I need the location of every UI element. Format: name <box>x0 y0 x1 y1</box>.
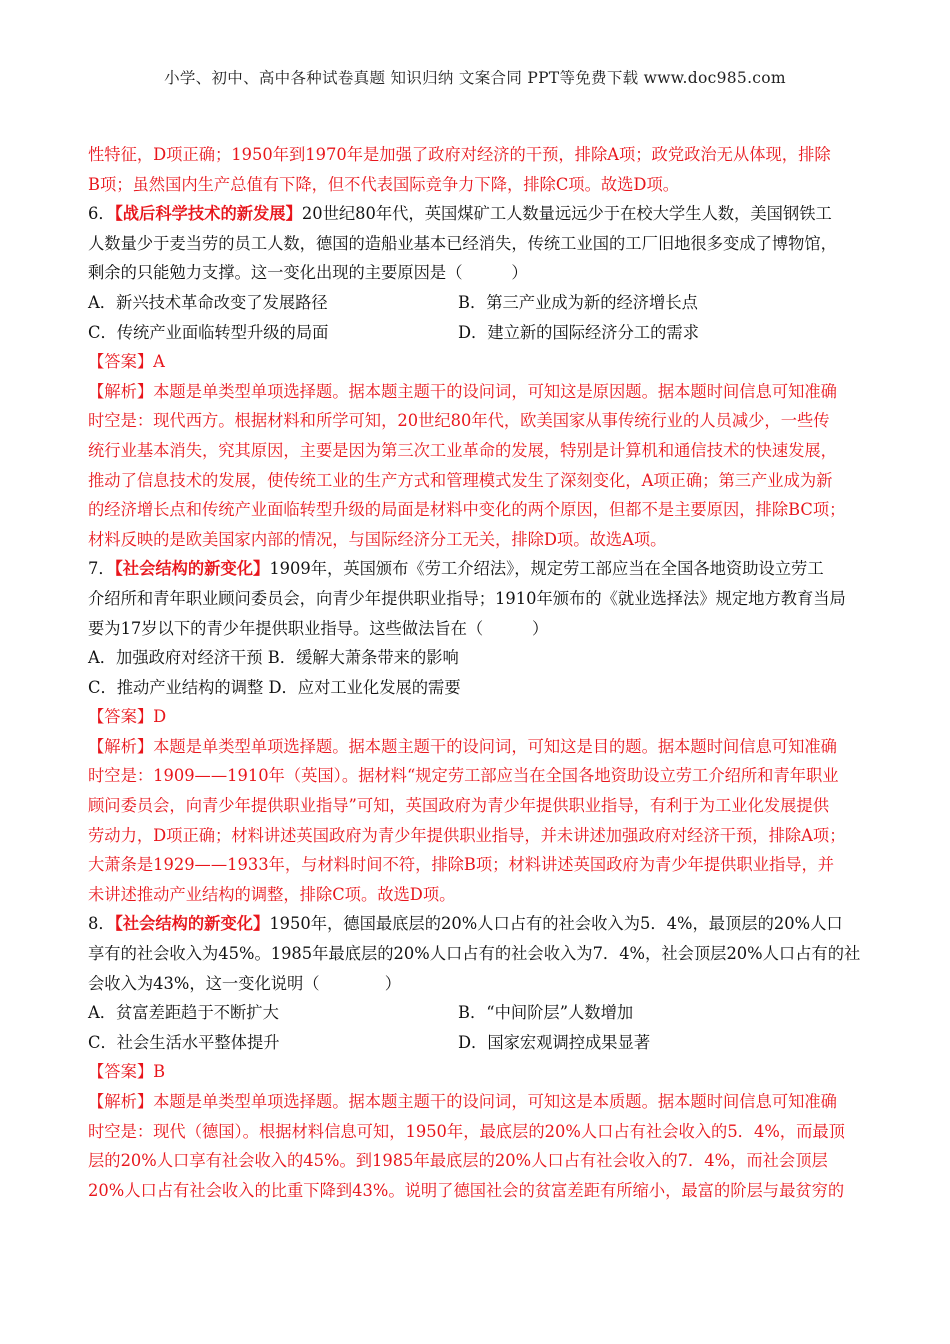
question-8-options-row <box>88 998 866 1028</box>
question-topic-tag: 【社会结构的新变化】 <box>114 559 270 579</box>
question-number: 7． <box>88 559 115 579</box>
question-7-analysis: 【解析】本题是单类型单项选择题。据本题主题干的设问词，可知这是目的题。据本题时间信息可知准确 <box>88 736 837 756</box>
question-6-stem: 6．【战后科学技术的新发展】20世纪80年代，英国煤矿工人数量远远少于在校大学生人数，美国钢铁工 <box>88 204 832 224</box>
question-6-analysis: 【解析】本题是单类型单项选择题。据本题主题干的设问词，可知这是原因题。据本题时间信息可知准确 <box>88 381 837 401</box>
document-body <box>88 140 866 1205</box>
question-7-stem: 7．【社会结构的新变化】1909年，英国颁布《劳工介绍法》，规定劳工部应当在全国各地资助设立劳工 <box>88 559 824 579</box>
question-6-answer: 【答案】A <box>88 352 165 372</box>
option-c: C．社会生活水平整体提升 <box>88 1032 280 1052</box>
option-a: A．贫富差距趋于不断扩大 <box>88 1003 279 1023</box>
analysis-line: 时空是：现代西方。根据材料和所学可知，20世纪80年代，欧美国家从事传统行业的人员减少，一些传 <box>88 411 830 431</box>
question-8-options-row <box>88 1028 866 1058</box>
analysis-line: 劳动力，D项正确；材料讲述英国政府为青少年提供职业指导，并未讲述加强政府对经济干预，排除A项； <box>88 825 846 845</box>
continuation-line: B项；虽然国内生产总值有下降，但不代表国际竞争力下降，排除C项。故选D项。 <box>88 174 680 194</box>
question-8-analysis: 【解析】本题是单类型单项选择题。据本题主题干的设问词，可知这是本质题。据本题时间信息可知准确 <box>88 1092 837 1111</box>
page-header: 小学、初中、高中各种试卷真题 知识归纳 文案合同 PPT等免费下载 www.doc985.com <box>164 69 786 87</box>
question-7-stem-line: 要为17岁以下的青少年提供职业指导。这些做法旨在（ ） <box>88 618 549 638</box>
question-7-options-ab: A．加强政府对经济干预 B．缓解大萧条带来的影响 <box>88 648 459 668</box>
continuation-line: 性特征，D项正确；1950年到1970年是加强了政府对经济的干预，排除A项；政党政治无从体现，排除 <box>88 145 831 164</box>
question-6-options-row <box>88 288 866 318</box>
question-7-answer: 【答案】D <box>88 707 167 727</box>
question-8-stem: 8．【社会结构的新变化】1950年，德国最底层的20%人口占有的社会收入为5．4%，最顶层的20%人口 <box>88 914 843 934</box>
question-topic-tag: 【社会结构的新变化】 <box>114 914 270 934</box>
question-7-options-cd: C．推动产业结构的调整 D．应对工业化发展的需要 <box>88 677 461 697</box>
analysis-line: 层的20%人口享有社会收入的45%。到1985年最底层的20%人口占有社会收入的7．4%，而社会顶层 <box>88 1151 828 1171</box>
option-b: B．“中间阶层”人数增加 <box>458 1003 634 1023</box>
analysis-line: 20%人口占有社会收入的比重下降到43%。说明了德国社会的贫富差距有所缩小，最富的阶层与最贫穷的 <box>88 1180 845 1200</box>
option-c: C．传统产业面临转型升级的局面 <box>88 322 329 342</box>
analysis-line: 未讲述推动产业结构的调整，排除C项。故选D项。 <box>88 884 456 904</box>
question-6-stem-line: 剩余的只能勉力支撑。这一变化出现的主要原因是（ ） <box>88 263 528 283</box>
option-d: D．建立新的国际经济分工的需求 <box>458 322 699 342</box>
analysis-line: 材料反映的是欧美国家内部的情况，与国际经济分工无关，排除D项。故选A项。 <box>88 529 667 549</box>
question-topic-tag: 【战后科学技术的新发展】 <box>114 204 302 224</box>
analysis-line: 大萧条是1929——1933年，与材料时间不符，排除B项；材料讲述英国政府为青少年提供职业指导，并 <box>88 855 835 875</box>
analysis-line: 时空是：1909——1910年（英国）。据材料“规定劳工部应当在全国各地资助设立劳工介绍所和青年职业 <box>88 766 839 786</box>
question-6-options-row <box>88 318 866 348</box>
question-7-stem-line: 介绍所和青年职业顾问委员会，向青少年提供职业指导；1910年颁布的《就业选择法》规定地方教育当局 <box>88 588 846 608</box>
analysis-line: 统行业基本消失，究其原因，主要是因为第三次工业革命的发展，特别是计算机和通信技术的快速发展， <box>88 440 837 460</box>
analysis-line: 时空是：现代（德国）。根据材料信息可知，1950年，最底层的20%人口占有社会收入的5．4%，而最顶 <box>88 1121 845 1141</box>
analysis-line: 推动了信息技术的发展，使传统工业的生产方式和管理模式发生了深刻变化，A项正确；第三产业成为新 <box>88 470 833 490</box>
question-number: 8． <box>88 914 115 934</box>
question-8-stem-line: 会收入为43%，这一变化说明（ ） <box>88 973 401 993</box>
option-b: B．第三产业成为新的经济增长点 <box>458 292 698 312</box>
analysis-line: 顾问委员会，向青少年提供职业指导”可知，英国政府为青少年提供职业指导，有利于为工业化发展提供 <box>88 796 829 816</box>
question-6-stem-line: 人数量少于麦当劳的员工人数，德国的造船业基本已经消失，传统工业国的工厂旧地很多变成了博物馆， <box>88 233 837 253</box>
question-8-answer: 【答案】B <box>88 1062 166 1082</box>
option-a: A．新兴技术革命改变了发展路径 <box>88 292 328 312</box>
analysis-line: 的经济增长点和传统产业面临转型升级的局面是材料中变化的两个原因，但都不是主要原因，排除BC项； <box>88 500 846 520</box>
question-number: 6． <box>88 204 115 224</box>
question-8-stem-line: 享有的社会收入为45%。1985年最底层的20%人口占有的社会收入为7．4%，社会顶层20%人口占有的社 <box>88 944 861 964</box>
option-d: D．国家宏观调控成果显著 <box>458 1032 651 1052</box>
